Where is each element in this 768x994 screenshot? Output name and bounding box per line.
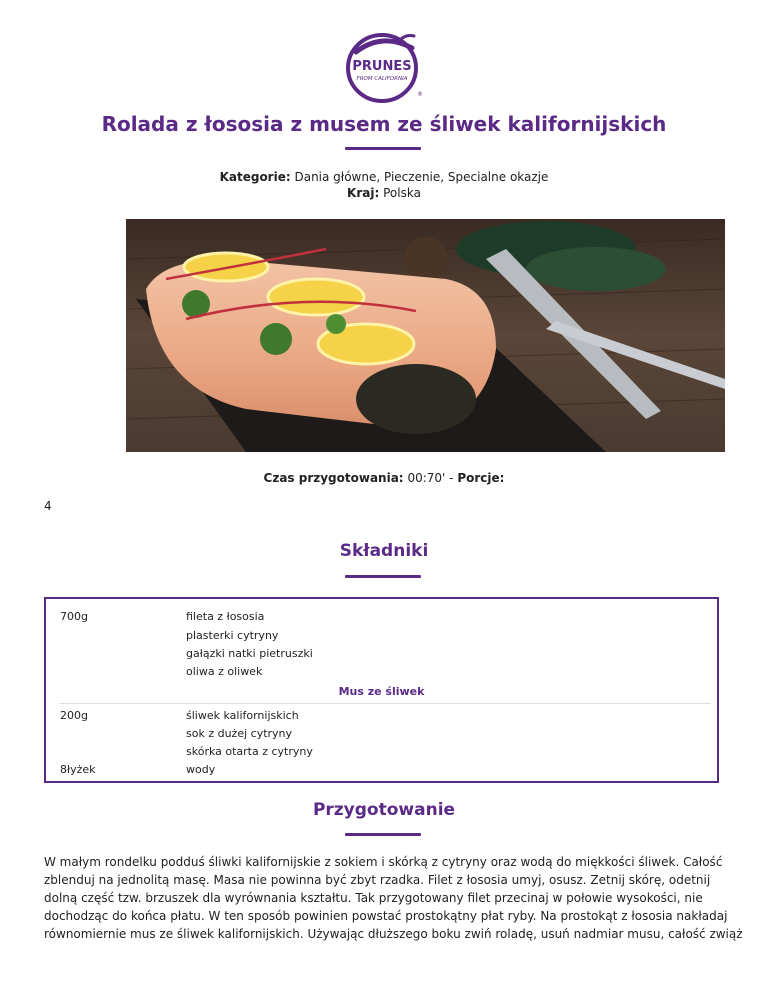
ingredient-name: plasterki cytryny <box>186 629 279 642</box>
prunes-logo <box>342 30 426 106</box>
title-underline <box>345 147 421 150</box>
categories-label: Kategorie: <box>219 170 291 184</box>
ingredient-name: wody <box>186 763 216 776</box>
preparation-line: dolną część tzw. brzuszek dla wyrównania kształtu. Tak przygotowany filet przecinaj w połowie wysokości, nie <box>44 891 703 905</box>
categories-line <box>0 170 768 184</box>
preparation-text <box>44 853 743 943</box>
servings-value: 4 <box>44 499 52 513</box>
preparation-underline <box>345 833 421 836</box>
categories-value: Dania główne, Pieczenie, Specialne okazje <box>294 170 549 184</box>
prep-time-line <box>0 471 768 485</box>
ingredient-group-title: Mus ze śliwek <box>338 685 425 698</box>
prep-time-label: Czas przygotowania: <box>263 471 404 485</box>
prep-time-value: 00:70' <box>407 471 446 485</box>
ingredients-box <box>44 597 719 783</box>
ingredient-name: sok z dużej cytryny <box>186 727 293 740</box>
ingredient-qty: 8łyżek <box>60 763 96 776</box>
preparation-line: zblenduj na jednolitą masę. Masa nie powinna być zbyt rzadka. Filet z łososia umyj, osusz. Zetnij skórę, odetnij <box>44 873 711 887</box>
preparation-line: W małym rondelku podduś śliwki kalifornijskie z sokiem i skórką z cytryny oraz wodą do miękkości śliwek. Całość <box>44 855 723 869</box>
svg-text:FROM CALIFORNIA: FROM CALIFORNIA <box>356 76 408 82</box>
country-label: Kraj: <box>347 186 380 200</box>
preparation-heading: Przygotowanie <box>312 800 456 820</box>
recipe-title: Rolada z łososia z musem ze śliwek kalifornijskich <box>101 112 667 136</box>
ingredient-name: fileta z łososia <box>186 610 265 623</box>
ingredient-name: oliwa z oliwek <box>186 665 263 678</box>
salmon-roll-photo <box>126 219 725 452</box>
ingredient-name: skórka otarta z cytryny <box>186 745 313 758</box>
ingredients-underline <box>345 575 421 578</box>
country-value: Polska <box>383 186 421 200</box>
ingredient-qty: 200g <box>60 709 88 722</box>
ingredient-qty: 700g <box>60 610 88 623</box>
ingredient-group-divider <box>60 703 711 704</box>
preparation-line: dochodząc do końca płatu. W ten sposób powinien powstać prostokątny płat ryby. Na prostokąt z łososia nakładaj <box>44 909 728 923</box>
preparation-line: równomiernie mus ze śliwek kalifornijskich. Używając dłuższego boku zwiń roladę, usuń nadmiar musu, całość zwiąż <box>44 927 743 941</box>
svg-text:®: ® <box>417 91 423 98</box>
ingredients-heading: Składniki <box>339 541 429 561</box>
servings-label: Porcje: <box>457 471 505 485</box>
ingredient-name: śliwek kalifornijskich <box>186 709 299 722</box>
meta-separator: - <box>449 471 454 485</box>
ingredient-name: gałązki natki pietruszki <box>186 647 313 660</box>
svg-text:PRUNES: PRUNES <box>352 59 412 74</box>
country-line <box>0 186 768 200</box>
